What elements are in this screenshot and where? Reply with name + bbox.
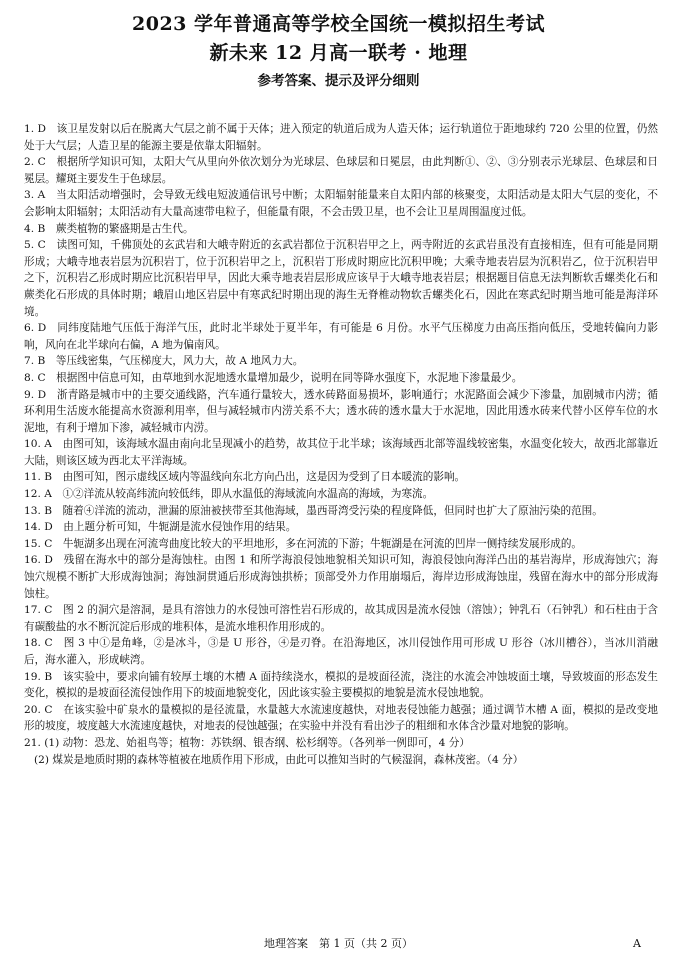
answer-item-13: 13. B 随着④洋流的流动，泄漏的原油被挟带至其他海域，墨西哥湾受污染的程度降低，但同时也扩大了原油污染的范围。 [24,504,603,517]
answer-item-21-part-1: 21. (1) 动物：恐龙、始祖鸟等；植物：苏铁纲、银杏纲、松杉纲等。（各列举一例即可，4 分） [24,736,470,749]
exam-subtitle: 新未来 12 月高一联考 · 地理 [209,42,468,64]
answer-item-10: 10. A 由图可知，该海域水温由南向北呈现减小的趋势，故其位于北半球；该海域西北部等温线较密集，水温变化较大，故西北部靠近大陆，则该区域为西北太平洋海域。 [24,438,658,467]
answer-key-heading: 参考答案、提示及评分细则 [257,73,420,89]
answer-item-17: 17. C 图 2 的洞穴是溶洞，是具有溶蚀力的水侵蚀可溶性岩石形成的，故其成因是流水侵蚀（溶蚀）；钟乳石（石钟乳）和石柱由于含有碳酸盐的水不断沉淀后形成的堆积体，是流水堆积作用形成的。 [24,604,658,633]
answer-item-15: 15. C 牛轭湖多出现在河流弯曲度比较大的平坦地形，多在河流的下游；牛轭湖是在河流的凹岸一侧持续发展形成的。 [24,537,583,550]
answer-item-16: 16. D 残留在海水中的部分是海蚀柱。由图 1 和所学海浪侵蚀地貌相关知识可知，海浪侵蚀向海洋凸出的基岩海岸，形成海蚀穴；海蚀穴规模不断扩大形成海蚀洞；海蚀洞贯通后形成海蚀拱桥；顶部受外力作用崩塌后，海岸边形成海蚀崖，残留在海水中的部分形成海蚀柱。 [24,554,658,600]
answer-item-11: 11. B 由图可知，图示虚线区域内等温线向东北方向凸出，这是因为受到了日本暖流的影响。 [24,471,466,484]
version-mark: A [633,937,641,950]
answer-item-12: 12. A ①②洋流从较高纬流向较低纬，即从水温低的海域流向水温高的海域，为寒流。 [24,488,434,501]
answer-item-18: 18. C 图 3 中①是角峰，②是冰斗，③是 U 形谷，④是刃脊。在沿海地区，冰川侵蚀作用可形成 U 形谷（冰川槽谷），当冰川消融后，海水灌入，形成峡湾。 [24,637,658,666]
answer-item-21-part-2: (2) 煤炭是地质时期的森林等植被在地质作用下形成，由此可以推知当时的气候湿润，森林茂密。（4 分） [34,753,524,766]
answer-item-9: 9. D 浙青路是城市中的主要交通线路，汽车通行量较大，透水砖路面易损坏，影响通行；水泥路面会减少下渗量，加剧城市内涝；循环利用生活废水能提高水资源利用率，但与减轻城市内涝关系不大；透水砖的透水量大于水泥地，因此用透水砖来代替小区停车位的水泥地，有利于增加下渗，减轻城市内涝。 [24,388,658,434]
answer-item-20: 20. C 在该实验中矿泉水的量模拟的是径流量，水量越大水流速度越快，对地表侵蚀能力越强；通过调节木槽 A 面，模拟的是改变地形的坡度，坡度越大水流速度越快，对地表的侵蚀越强；在实验中并没有看出沙子的粗细和水体含沙量对地貌的影响。 [24,703,658,733]
answer-item-2: 2. C 根据所学知识可知，太阳大气从里向外依次划分为光球层、色球层和日冕层，由此判断①、②、③分别表示光球层、色球层和日冕层。耀斑主要发生于色球层。 [24,156,658,185]
exam-title: 2023 学年普通高等学校全国统一模拟招生考试 [132,13,545,35]
page-footer: 地理答案 第 1 页（共 2 页） [264,937,413,950]
answer-item-6: 6. D 同纬度陆地气压低于海洋气压，此时北半球处于夏半年，有可能是 6 月份。水平气压梯度力由高压指向低压，受地转偏向力影响，风向在北半球向右偏，A 地为偏南风。 [24,322,658,351]
answer-item-14: 14. D 由上题分析可知，牛轭湖是流水侵蚀作用的结果。 [24,521,297,534]
answer-item-19: 19. B 该实验中，要求向铺有较厚土壤的木槽 A 面持续浇水，模拟的是坡面径流，浇注的水流会冲蚀坡面土壤，导致坡面的形态发生变化，模拟的是坡面径流侵蚀作用下的坡面地貌变化，因此该实验主要模拟的地貌是流水侵蚀地貌。 [24,670,658,700]
answer-item-5: 5. C 读图可知，千佛顶处的玄武岩和大峨寺附近的玄武岩都位于沉积岩甲之上，两寺附近的玄武岩虽没有直接相连，但有可能是同期形成；大峨寺地表岩层为沉积岩丁，位于沉积岩甲之上，沉积岩丁形成时期应比沉积甲晚；大乘寺地表岩层为沉积岩乙，位于沉积岩甲之下，沉积岩乙形成时期应比沉积岩甲早，因此大乘寺地表岩层形成应该早于大峨寺地表岩层；根据题目信息无法判断软舌螺类化石和蕨类化石形成的具体时期；峨眉山地区岩层中有寒武纪时期出现的海生无脊椎动物软舌螺类化石，因此在寒武纪时期当地可能是海洋环境。 [24,239,658,318]
answer-list [24,121,658,768]
answer-item-4: 4. B 蕨类植物的繁盛期是古生代。 [24,222,194,235]
answer-item-1: 1. D 该卫星发射以后在脱离大气层之前不属于天体；进入预定的轨道后成为人造天体；运行轨道位于距地球约 720 公里的位置，仍然处于大气层；人造卫星的能源主要是依靠太阳辐射。 [24,123,658,152]
answer-item-8: 8. C 根据图中信息可知，由草地到水泥地透水量增加最少，说明在同等降水强度下，水泥地下渗量最少。 [24,371,523,384]
answer-item-7: 7. B 等压线密集，气压梯度大，风力大，故 A 地风力大。 [24,355,304,368]
answer-item-3: 3. A 当太阳活动增强时，会导致无线电短波通信讯号中断；太阳辐射能量来自太阳内部的核聚变，太阳活动是太阳大气层的变化，不会影响太阳辐射；太阳活动有大量高速带电粒子，但能量有限，不会击毁卫星，也不会让卫星周围温度过低。 [24,189,658,218]
